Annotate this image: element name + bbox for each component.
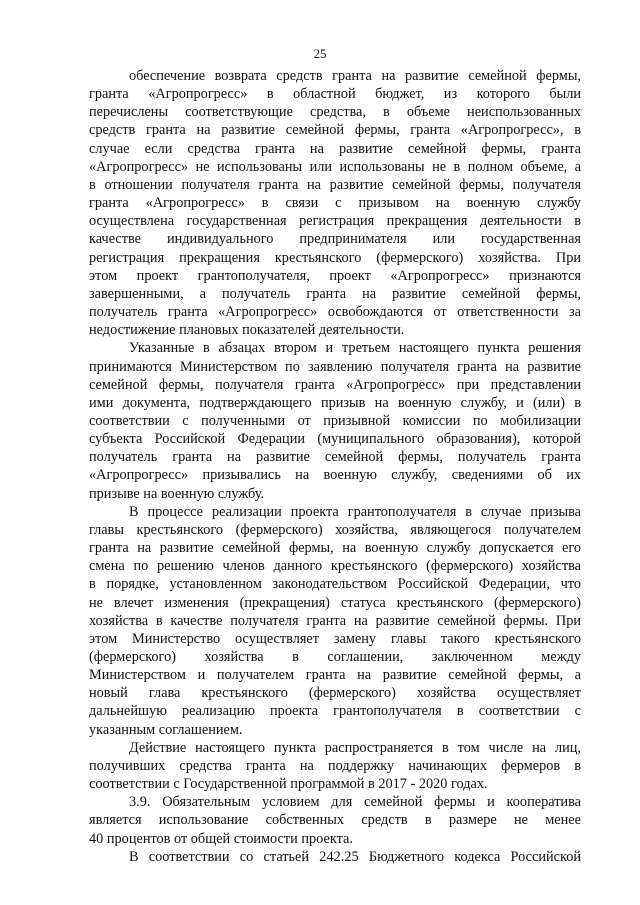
text-line: осуществлена государственная регистрация прекращения деятельности в <box>89 213 582 230</box>
text-line: этом Министерство осуществляет замену главы такого крестьянского <box>89 630 582 647</box>
text-line: средств гранта на развитие семейной фермы, гранта «Агропрогресс», в <box>89 122 581 139</box>
text-line: Министерством и получателем гранта на развитие семейной фермы, а <box>89 667 582 684</box>
text-line: 3.9. Обязательным условием для семейной фермы и кооператива <box>129 794 581 811</box>
text-line: соответствии с Государственной программой в 2017 - 2020 годах. <box>89 776 488 793</box>
text-line: ими документа, подтверждающего призыв на военную службу, и (или) в <box>89 394 582 411</box>
text-line: завершенными, а получатель гранта на развитие семейной фермы, <box>89 285 581 302</box>
text-line: новый глава крестьянского (фермерского) хозяйства осуществляет <box>89 685 581 702</box>
text-line: Указанные в абзацах втором и третьем настоящего пункта решения <box>129 340 582 357</box>
text-line: получатель гранта «Агропрогресс» освобождаются от ответственности за <box>89 304 581 321</box>
text-line: указанным соглашением. <box>89 721 243 738</box>
text-line: гранта «Агропрогресс» в связи с призывом на военную службу <box>89 195 582 212</box>
text-line: субъекта Российской Федерации (муниципального образования), которой <box>89 431 581 448</box>
paragraph <box>89 339 581 502</box>
text-line: 40 процентов от общей стоимости проекта. <box>89 830 353 847</box>
text-line: этом проект грантополучателя, проект «Агропрогресс» признаются <box>89 267 582 284</box>
text-line: не влечет изменения (прекращения) статуса крестьянского (фермерского) <box>89 594 582 611</box>
text-line: гранта на развитие семейной фермы, на военную службу допускается его <box>89 540 582 557</box>
paragraph <box>89 739 581 793</box>
text-line: случае если средства гранта на развитие семейной фермы, гранта <box>89 140 581 157</box>
text-line: «Агропрогресс» призывались на военную службу, сведениями об их <box>89 467 581 484</box>
text-line: является использование собственных средств в размере не менее <box>89 812 581 829</box>
text-line: смена по решению членов данного крестьянского (фермерского) хозяйства <box>89 558 581 575</box>
text-line: гранта «Агропрогресс» в областной бюджет, из которого были <box>89 86 582 103</box>
text-line: хозяйства в качестве получателя гранта на развитие семейной фермы. При <box>89 612 582 629</box>
text-line: Действие настоящего пункта распространяется в том числе на лиц, <box>129 739 581 756</box>
text-line: главы крестьянского (фермерского) хозяйства, являющегося получателем <box>89 521 581 538</box>
text-line: перечислены соответствующие средства, в объеме неиспользованных <box>89 104 581 121</box>
text-line: качестве индивидуального предпринимателя или государственная <box>89 231 581 248</box>
text-line: регистрация прекращения крестьянского (фермерского) хозяйства. При <box>89 249 581 266</box>
text-line: (фермерского) хозяйства в соглашении, заключенном между <box>89 649 581 665</box>
text-line: семейной фермы, получателя гранта «Агропрогресс» при представлении <box>89 376 581 393</box>
page-number: 25 <box>313 46 327 61</box>
text-line: обеспечение возврата средств гранта на развитие семейной фермы, <box>129 68 581 84</box>
text-line: получивших средства гранта на поддержку начинающих фермеров в <box>89 757 581 774</box>
text-line: принимаются Министерством по заявлению получателя гранта на развитие <box>89 358 581 375</box>
text-line: В процессе реализации проекта грантополучателя в случае призыва <box>129 503 581 520</box>
text-line: соответствии с полученными от призывной комиссии по мобилизации <box>89 412 581 429</box>
paragraph <box>89 503 581 739</box>
text-line: недостижение плановых показателей деятельности. <box>89 322 405 339</box>
paragraph <box>89 848 581 866</box>
text-line: получатель гранта на развитие семейной фермы, получатель гранта <box>89 449 581 466</box>
paragraph <box>89 67 581 339</box>
text-line: дальнейшую реализацию проекта грантополучателя в соответствии с <box>89 703 581 720</box>
text-line: в отношении получателя гранта на развитие семейной фермы, получателя <box>89 176 582 193</box>
text-line: «Агропрогресс» не использованы или использованы не в полном объеме, а <box>89 158 582 175</box>
text-line: призыве на военную службу. <box>89 485 265 502</box>
text-line: в порядке, установленном законодательством Российской Федерации, что <box>89 576 581 593</box>
paragraph <box>89 793 581 847</box>
document-body <box>89 67 581 866</box>
text-line: В соответствии со статьей 242.25 Бюджетного кодекса Российской <box>129 848 582 865</box>
